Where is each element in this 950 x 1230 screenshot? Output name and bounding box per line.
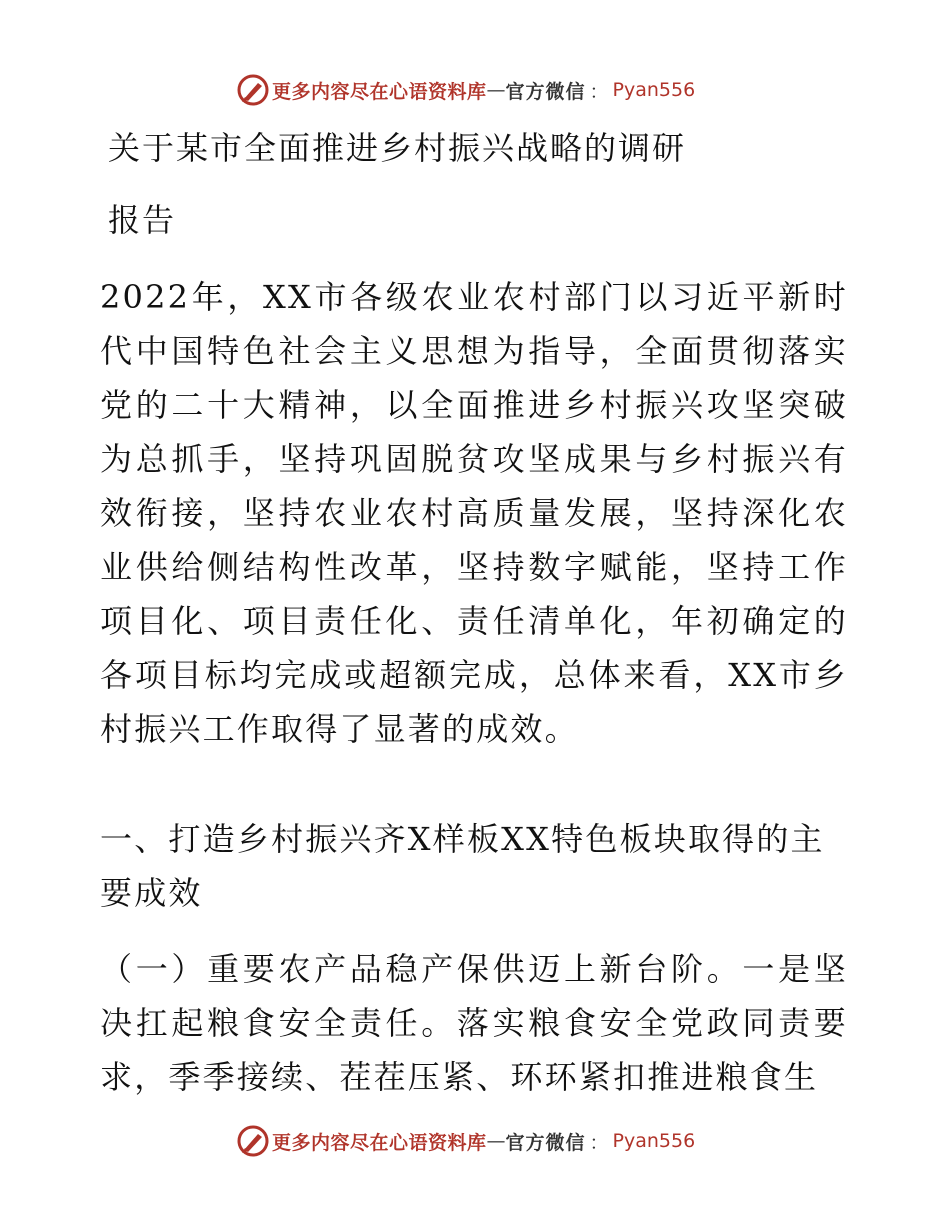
watermark-colon: ： xyxy=(589,80,609,103)
watermark-dash: — xyxy=(486,79,506,101)
document-title-line-1: 关于某市全面推进乡村振兴战略的调研 xyxy=(108,129,687,167)
section-heading-1: 一、打造乡村振兴齐X样板XX特色板块取得的主要成效 xyxy=(100,820,825,912)
watermark-dash: — xyxy=(486,1130,506,1152)
watermark-brand: 更多内容尽在心语资料库 xyxy=(272,80,487,103)
watermark-wechat-id: Pyan556 xyxy=(612,79,696,101)
watermark-wechat-id: Pyan556 xyxy=(612,1130,696,1152)
watermark-official: 官方微信 xyxy=(505,80,586,103)
watermark-brand: 更多内容尽在心语资料库 xyxy=(272,1131,487,1154)
watermark-header xyxy=(236,73,695,107)
pen-logo-icon xyxy=(236,1124,270,1158)
watermark-colon: ： xyxy=(589,1131,609,1154)
watermark-official: 官方微信 xyxy=(505,1131,586,1154)
watermark-footer xyxy=(236,1124,695,1158)
document-title-line-2: 报告 xyxy=(108,201,177,239)
pen-logo-icon xyxy=(236,73,270,107)
paragraph-intro: 2022年，XX市各级农业农村部门以习近平新时代中国特色社会主义思想为指导，全面贯彻落实党的二十大精神，以全面推进乡村振兴攻坚突破为总抓手，坚持巩固脱贫攻坚成果与乡村振兴有效衔接，坚持农业农村高质量发展，坚持深化农业供给侧结构性改革，坚持数字赋能，坚持工作项目化、项目责任化、责任清单化，年初确定的各项目标均完成或超额完成，总体来看，XX市乡村振兴工作取得了显著的成效。 xyxy=(100,278,848,748)
paragraph-subsection-1: （一）重要农产品稳产保供迈上新台阶。一是坚决扛起粮食安全责任。落实粮食安全党政同责要求，季季接续、茬茬压紧、环环紧扣推进粮食生 xyxy=(100,950,848,1096)
